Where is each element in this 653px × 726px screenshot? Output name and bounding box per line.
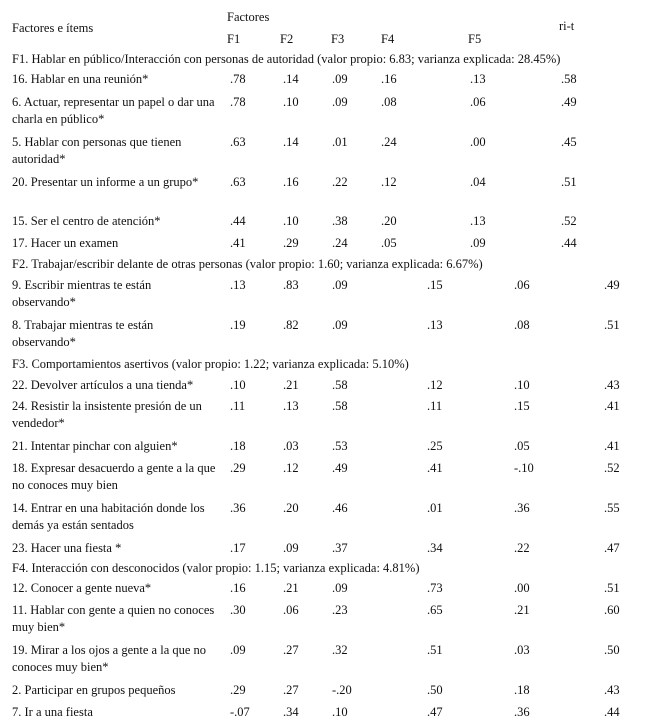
value-rit: .52 [561,214,577,228]
value-f2: .14 [283,72,299,86]
item-label: 15. Ser el centro de atención* [12,214,161,228]
value-f5: .00 [514,581,530,595]
value-f5: .06 [470,95,486,109]
value-f1: -.07 [230,705,250,719]
value-f3: .10 [332,705,348,719]
item-label: 18. Expresar desacuerdo a gente a la que no conoces muy bien [12,461,216,492]
value-f5: .00 [470,135,486,149]
value-f2: .16 [283,175,299,189]
header-f1: F1 [227,32,241,46]
value-f4: .05 [381,236,397,250]
value-f5: .09 [470,236,486,250]
value-f5: .21 [514,603,530,617]
value-f3: .49 [332,461,348,475]
item-label: 24. Resistir la insistente presión de un vendedor* [12,399,202,430]
value-f4: .41 [427,461,443,475]
value-f1: .11 [230,399,246,413]
value-f2: .21 [283,581,299,595]
value-f5: .13 [470,214,486,228]
value-f5: .36 [514,501,530,515]
value-f4: .51 [427,643,443,657]
value-f5: .04 [470,175,486,189]
item-label: 19. Mirar a los ojos a gente a la que no conoces muy bien* [12,643,207,674]
value-f3: .09 [332,95,348,109]
value-rit: .49 [561,95,577,109]
section-title: F2. Trabajar/escribir delante de otras personas (valor propio: 1.60; varianza explicada: 6.67%) [12,257,483,271]
value-f3: .24 [332,236,348,250]
value-rit: .41 [604,399,620,413]
value-rit: .50 [604,643,620,657]
item-label: 20. Presentar un informe a un grupo* [12,175,199,189]
value-rit: .60 [604,603,620,617]
value-f2: .83 [283,278,299,292]
value-f4: .08 [381,95,397,109]
header-f4: F4 [381,32,395,46]
value-rit: .41 [604,439,620,453]
value-f1: .36 [230,501,246,515]
value-f3: .09 [332,72,348,86]
item-label: 7. Ir a una fiesta [12,705,93,719]
value-f2: .13 [283,399,299,413]
value-f1: .44 [230,214,246,228]
value-f2: .03 [283,439,299,453]
item-label: 22. Devolver artículos a una tienda* [12,378,194,392]
value-f4: .15 [427,278,443,292]
value-f1: .16 [230,581,246,595]
header-factores: Factores [227,10,270,24]
value-f2: .10 [283,95,299,109]
item-label: 16. Hablar en una reunión* [12,72,149,86]
value-f5: .03 [514,643,530,657]
value-f3: .46 [332,501,348,515]
item-label: 21. Intentar pinchar con alguien* [12,439,178,453]
value-rit: .51 [604,581,620,595]
value-f5: .05 [514,439,530,453]
value-f1: .18 [230,439,246,453]
value-f5: .06 [514,278,530,292]
value-f1: .10 [230,378,246,392]
value-f3: .22 [332,175,348,189]
value-rit: .43 [604,378,620,392]
value-f4: .13 [427,318,443,332]
value-f4: .65 [427,603,443,617]
value-rit: .52 [604,461,620,475]
value-rit: .45 [561,135,577,149]
value-f2: .20 [283,501,299,515]
value-f5: -.10 [514,461,534,475]
value-rit: .51 [561,175,577,189]
value-rit: .43 [604,683,620,697]
value-f1: .63 [230,175,246,189]
value-f5: .18 [514,683,530,697]
value-f1: .17 [230,541,246,555]
value-f4: .24 [381,135,397,149]
item-label: 9. Escribir mientras te están observando* [12,278,152,309]
value-f4: .73 [427,581,443,595]
value-rit: .44 [561,236,577,250]
value-rit: .44 [604,705,620,719]
value-rit: .49 [604,278,620,292]
value-f5: .36 [514,705,530,719]
value-f1: .30 [230,603,246,617]
header-f2: F2 [280,32,294,46]
value-f4: .12 [427,378,443,392]
value-f1: .78 [230,95,246,109]
value-f5: .08 [514,318,530,332]
value-f2: .10 [283,214,299,228]
value-f3: .37 [332,541,348,555]
value-f5: .15 [514,399,530,413]
value-f4: .16 [381,72,397,86]
section-title: F1. Hablar en público/Interacción con personas de autoridad (valor propio: 6.83; varianza explicada: 28.45%) [12,52,561,66]
value-f3: .09 [332,581,348,595]
value-f3: .09 [332,278,348,292]
item-label: 17. Hacer un examen [12,236,119,250]
value-f3: .58 [332,399,348,413]
header-rit: ri-t [559,19,575,33]
value-f1: .78 [230,72,246,86]
value-f1: .63 [230,135,246,149]
value-rit: .47 [604,541,620,555]
value-f4: .20 [381,214,397,228]
item-label: 2. Participar en grupos pequeños [12,683,176,697]
value-f4: .01 [427,501,443,515]
item-label: 14. Entrar en una habitación donde los demás ya están sentados [12,501,205,532]
value-f3: .53 [332,439,348,453]
value-f3: .32 [332,643,348,657]
value-f5: .13 [470,72,486,86]
value-f3: .38 [332,214,348,228]
value-f4: .47 [427,705,443,719]
value-f2: .09 [283,541,299,555]
value-f1: .13 [230,278,246,292]
value-f4: .12 [381,175,397,189]
value-f4: .11 [427,399,443,413]
value-f2: .27 [283,643,299,657]
value-rit: .58 [561,72,577,86]
value-f1: .29 [230,683,246,697]
section-title: F3. Comportamientos asertivos (valor propio: 1.22; varianza explicada: 5.10%) [12,357,409,371]
value-f2: .21 [283,378,299,392]
value-f3: .58 [332,378,348,392]
item-label: 11. Hablar con gente a quien no conoces muy bien* [12,603,215,634]
item-label: 8. Trabajar mientras te están observando* [12,318,154,349]
value-f2: .14 [283,135,299,149]
item-label: 12. Conocer a gente nueva* [12,581,152,595]
value-f1: .19 [230,318,246,332]
value-f3: -.20 [332,683,352,697]
value-f2: .27 [283,683,299,697]
value-f4: .25 [427,439,443,453]
value-f5: .22 [514,541,530,555]
item-label: 6. Actuar, representar un papel o dar una charla en público* [12,95,215,126]
value-rit: .55 [604,501,620,515]
value-f1: .41 [230,236,246,250]
value-f3: .23 [332,603,348,617]
value-f2: .34 [283,705,299,719]
value-f2: .06 [283,603,299,617]
header-f3: F3 [331,32,345,46]
item-label: 5. Hablar con personas que tienen autoridad* [12,135,182,166]
header-items: Factores e ítems [12,21,94,35]
value-f2: .29 [283,236,299,250]
item-label: 23. Hacer una fiesta * [12,541,122,555]
value-f1: .29 [230,461,246,475]
section-title: F4. Interacción con desconocidos (valor propio: 1.15; varianza explicada: 4.81%) [12,561,420,575]
value-f2: .12 [283,461,299,475]
value-f2: .82 [283,318,299,332]
value-f3: .09 [332,318,348,332]
value-f5: .10 [514,378,530,392]
header-f5: F5 [468,32,482,46]
value-f1: .09 [230,643,246,657]
value-f4: .50 [427,683,443,697]
value-f4: .34 [427,541,443,555]
value-f3: .01 [332,135,348,149]
value-rit: .51 [604,318,620,332]
